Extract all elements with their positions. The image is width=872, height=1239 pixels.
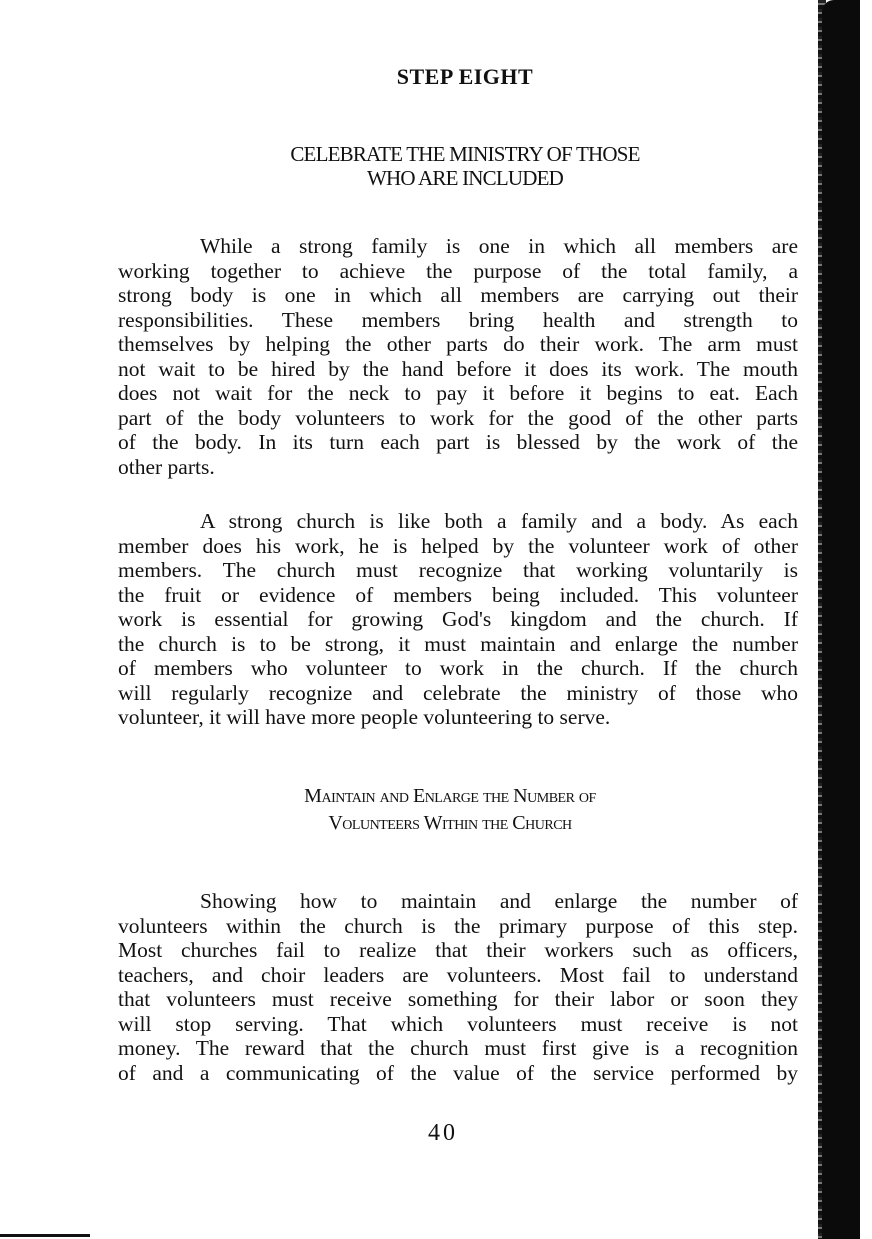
text-line: volunteer, it will have more people volunteering to serve. — [118, 705, 611, 729]
text-line: money. The reward that the church must first give is a recognition — [118, 1036, 798, 1060]
text-line: responsibilities. These members bring health and strength to — [118, 307, 798, 332]
text-line: Most churches fail to realize that their workers such as officers, — [118, 938, 798, 962]
text-line: will regularly recognize and celebrate the ministry of those who — [118, 680, 798, 705]
page-number: 40 — [428, 1120, 458, 1146]
scan-binding-shadow — [822, 0, 860, 1239]
subheading-line-1: Maintain and Enlarge the Number of — [304, 785, 596, 807]
paragraph-1 — [118, 234, 798, 479]
scan-corner-line — [0, 1234, 90, 1237]
text-line: of members who volunteer to work in the church. If the church — [118, 656, 798, 680]
text-line: A strong church is like both a family and a body. As each — [200, 509, 798, 533]
subheading-line-2: Volunteers Within the Church — [328, 812, 572, 834]
paragraph-2 — [118, 509, 798, 730]
text-line: not wait to be hired by the hand before it does its work. The mouth — [118, 356, 798, 381]
text-line: member does his work, he is helped by the volunteer work of other — [118, 533, 798, 558]
section-heading-line-2: WHO ARE INCLUDED — [366, 166, 563, 190]
text-line: themselves by helping the other parts do their work. The arm must — [118, 332, 798, 356]
text-line: the church is to be strong, it must maintain and enlarge the number — [118, 631, 798, 656]
text-line: the fruit or evidence of members being included. This volunteer — [118, 582, 798, 607]
text-line: that volunteers must receive something for their labor or soon they — [118, 987, 798, 1011]
paragraph-3 — [118, 889, 798, 1085]
text-line: other parts. — [118, 454, 215, 479]
text-line: members. The church must recognize that working voluntarily is — [118, 558, 798, 582]
text-line: work is essential for growing God's kingdom and the church. If — [118, 607, 798, 631]
text-line: part of the body volunteers to work for the good of the other parts — [118, 405, 798, 430]
text-line: of the body. In its turn each part is blessed by the work of the — [118, 430, 798, 454]
text-line: Showing how to maintain and enlarge the number of — [200, 889, 798, 913]
text-line: of and a communicating of the value of the service performed by — [118, 1060, 798, 1085]
text-line: volunteers within the church is the primary purpose of this step. — [118, 913, 798, 938]
text-line: will stop serving. That which volunteers must receive is not — [118, 1011, 798, 1036]
section-heading-line-1: CELEBRATE THE MINISTRY OF THOSE — [290, 142, 640, 166]
step-title: STEP EIGHT — [396, 64, 534, 89]
text-line: teachers, and choir leaders are volunteers. Most fail to understand — [118, 962, 798, 987]
text-line: working together to achieve the purpose of the total family, a — [118, 258, 798, 283]
text-line: strong body is one in which all members are carrying out their — [118, 283, 798, 307]
text-line: does not wait for the neck to pay it before it begins to eat. Each — [118, 381, 798, 405]
text-line: While a strong family is one in which all members are — [200, 234, 798, 258]
